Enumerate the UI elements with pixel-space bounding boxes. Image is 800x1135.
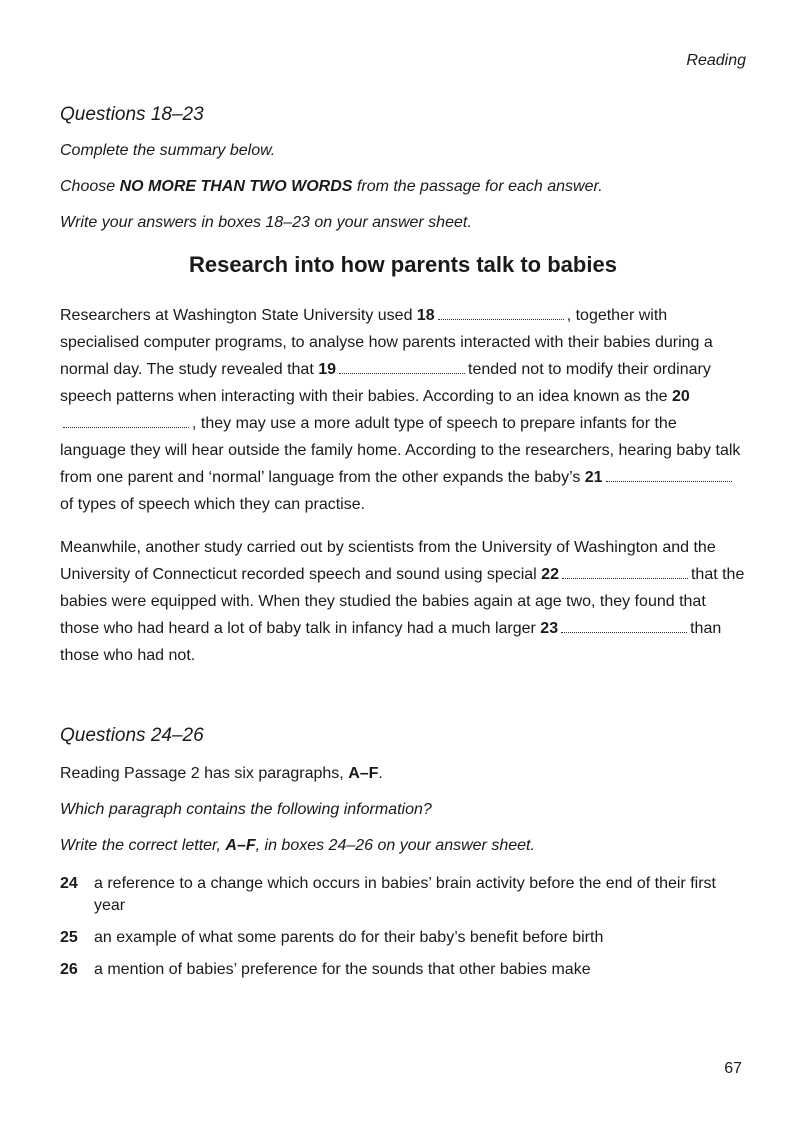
- answer-gap-22[interactable]: [562, 568, 688, 579]
- gap-number-19: 19: [318, 361, 337, 378]
- summary-title: Research into how parents talk to babies: [189, 252, 617, 277]
- summary-paragraph-2: [60, 534, 746, 669]
- question-text: an example of what some parents do for their baby’s benefit before birth: [94, 929, 604, 946]
- summary-text: , they may use a more adult type of speech to prepare infants for the language they will hear outside the family home. According to the researchers, hearing baby talk from one parent and ‘normal’ language from the other expands the baby’s: [60, 415, 741, 486]
- questions-18-23-heading: Questions 18–23: [60, 104, 204, 125]
- answer-gap-19[interactable]: [339, 363, 465, 374]
- question-text: a mention of babies’ preference for the sounds that other babies make: [94, 961, 591, 978]
- question-number: 26: [60, 961, 78, 978]
- passage-intro-part1: Reading Passage 2 has six paragraphs,: [60, 765, 349, 782]
- gap-number-23: 23: [540, 620, 559, 637]
- instruction-word-limit: [60, 176, 746, 198]
- instruction-write-letter-range: A–F: [225, 837, 256, 854]
- summary-text: Researchers at Washington State University used: [60, 307, 417, 324]
- question-item-25: [60, 927, 746, 949]
- gap-number-21: 21: [584, 469, 603, 486]
- instruction-word-limit-part1: Choose: [60, 178, 120, 195]
- instruction-write-letter: [60, 835, 746, 857]
- answer-gap-21[interactable]: [606, 471, 732, 482]
- gap-number-18: 18: [416, 307, 435, 324]
- passage-intro: [60, 763, 746, 785]
- question-list: [60, 873, 746, 981]
- questions-24-26-heading: Questions 24–26: [60, 725, 204, 746]
- instruction-complete-summary: Complete the summary below.: [60, 142, 276, 159]
- summary-paragraph-1: [60, 302, 746, 518]
- running-head: Reading: [686, 52, 746, 69]
- instruction-word-limit-part2: from the passage for each answer.: [352, 178, 603, 195]
- summary-text: tended not to modify their ordinary speech patterns when interacting with their babies. According to an idea known as the: [60, 361, 711, 405]
- instruction-answer-boxes: Write your answers in boxes 18–23 on your answer sheet.: [60, 214, 472, 231]
- page-number: 67: [724, 1060, 742, 1077]
- answer-gap-20[interactable]: [63, 417, 189, 428]
- summary-text: , together with specialised computer programs, to analyse how parents interacted with their babies during a normal day. The study revealed that: [60, 307, 713, 378]
- question-item-24: [60, 873, 746, 917]
- question-item-26: [60, 959, 746, 981]
- page-content: [60, 102, 746, 981]
- question-number: 25: [60, 929, 78, 946]
- instruction-which-paragraph: Which paragraph contains the following information?: [60, 801, 432, 818]
- instruction-word-limit-emphasis: NO MORE THAN TWO WORDS: [119, 178, 353, 195]
- summary-text: Meanwhile, another study carried out by scientists from the University of Washington and the University of Connecticut recorded speech and sound using special: [60, 539, 716, 583]
- answer-gap-18[interactable]: [438, 309, 564, 320]
- passage-intro-part2: .: [378, 765, 383, 782]
- answer-gap-23[interactable]: [561, 622, 687, 633]
- summary-text: of types of speech which they can practise.: [60, 496, 366, 513]
- gap-number-20: 20: [671, 388, 690, 405]
- summary-text: that the babies were equipped with. When they studied the babies again at age two, they found that those who had heard a lot of baby talk in infancy had a much larger: [60, 566, 745, 637]
- question-number: 24: [60, 875, 78, 892]
- gap-number-22: 22: [541, 566, 559, 583]
- passage-intro-range: A–F: [348, 765, 379, 782]
- question-text: a reference to a change which occurs in babies’ brain activity before the end of their first year: [94, 875, 716, 914]
- instruction-write-letter-part2: , in boxes 24–26 on your answer sheet.: [255, 837, 535, 854]
- summary-text: than those who had not.: [60, 620, 722, 664]
- instruction-write-letter-part1: Write the correct letter,: [60, 837, 226, 854]
